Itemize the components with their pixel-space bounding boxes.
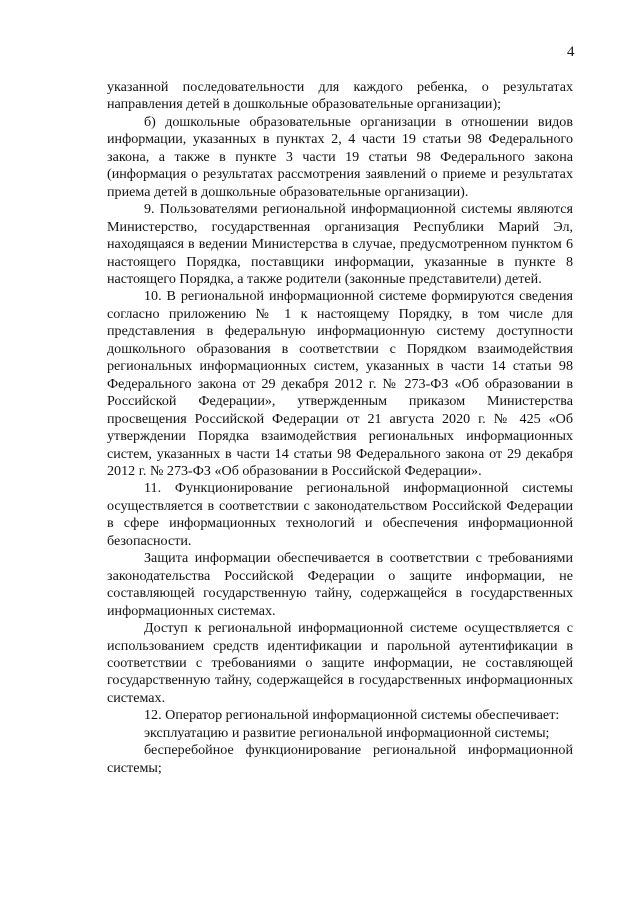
paragraph-access: Доступ к региональной информационной системе осуществляется с использованием средств идентификации и парольной аутентификации в соответствии с требованиями о защите информации, не составляющей государственную тайну, содержащейся в государственных информационных системах.	[107, 620, 573, 706]
document-body	[107, 79, 573, 777]
paragraph-protection: Защита информации обеспечивается в соответствии с требованиями законодательства Российской Федерации о защите информации, не составляющей государственную тайну, содержащейся в государственных информационных системах.	[107, 550, 573, 619]
paragraph-continuation: указанной последовательности для каждого ребенка, о результатах направления детей в дошкольные образовательные организации);	[107, 79, 573, 113]
list-item-functioning: бесперебойное функционирование региональной информационной системы;	[107, 742, 573, 776]
paragraph-9: 9. Пользователями региональной информационной системы являются Министерство, государственная организация Республики Марий Эл, находящаяся в ведении Министерства в случае, предусмотренном пунктом 6 настоящего Порядка, поставщики информации, указанные в пункте 8 настоящего Порядка, а также родители (законные представители) детей.	[107, 201, 573, 287]
list-item-operation: эксплуатацию и развитие региональной информационной системы;	[144, 724, 550, 741]
paragraph-10: 10. В региональной информационной системе формируются сведения согласно приложению № 1 к настоящему Порядку, в том числе для представления в федеральную информационную систему доступности дошкольного образования в соответствии с Порядком взаимодействия региональных информационных систем, указанных в части 14 статьи 98 Федерального закона от 29 декабря 2012 г. № 273-ФЗ «Об образовании в Российской Федерации», утвержденным приказом Министерства просвещения Российской Федерации от 21 августа 2020 г. № 425 «Об утверждении Порядка взаимодействия региональных информационных систем, указанных в части 14 статьи 98 Федерального закона от 29 декабря 2012 г. № 273-ФЗ «Об образовании в Российской Федерации».	[107, 288, 573, 479]
paragraph-item-b: б) дошкольные образовательные организации в отношении видов информации, указанных в пунктах 2, 4 части 19 статьи 98 Федерального закона, а также в пункте 3 части 19 статьи 98 Федерального закона (информация о результатах рассмотрения заявлений о приеме и результатах приема детей в дошкольные образовательные организации).	[107, 113, 573, 200]
page-number: 4	[567, 44, 575, 60]
paragraph-11: 11. Функционирование региональной информационной системы осуществляется в соответствии с законодательством Российской Федерации в сфере информационных технологий и обеспечения информационной безопасности.	[107, 480, 573, 549]
paragraph-12: 12. Оператор региональной информационной системы обеспечивает:	[144, 707, 560, 724]
